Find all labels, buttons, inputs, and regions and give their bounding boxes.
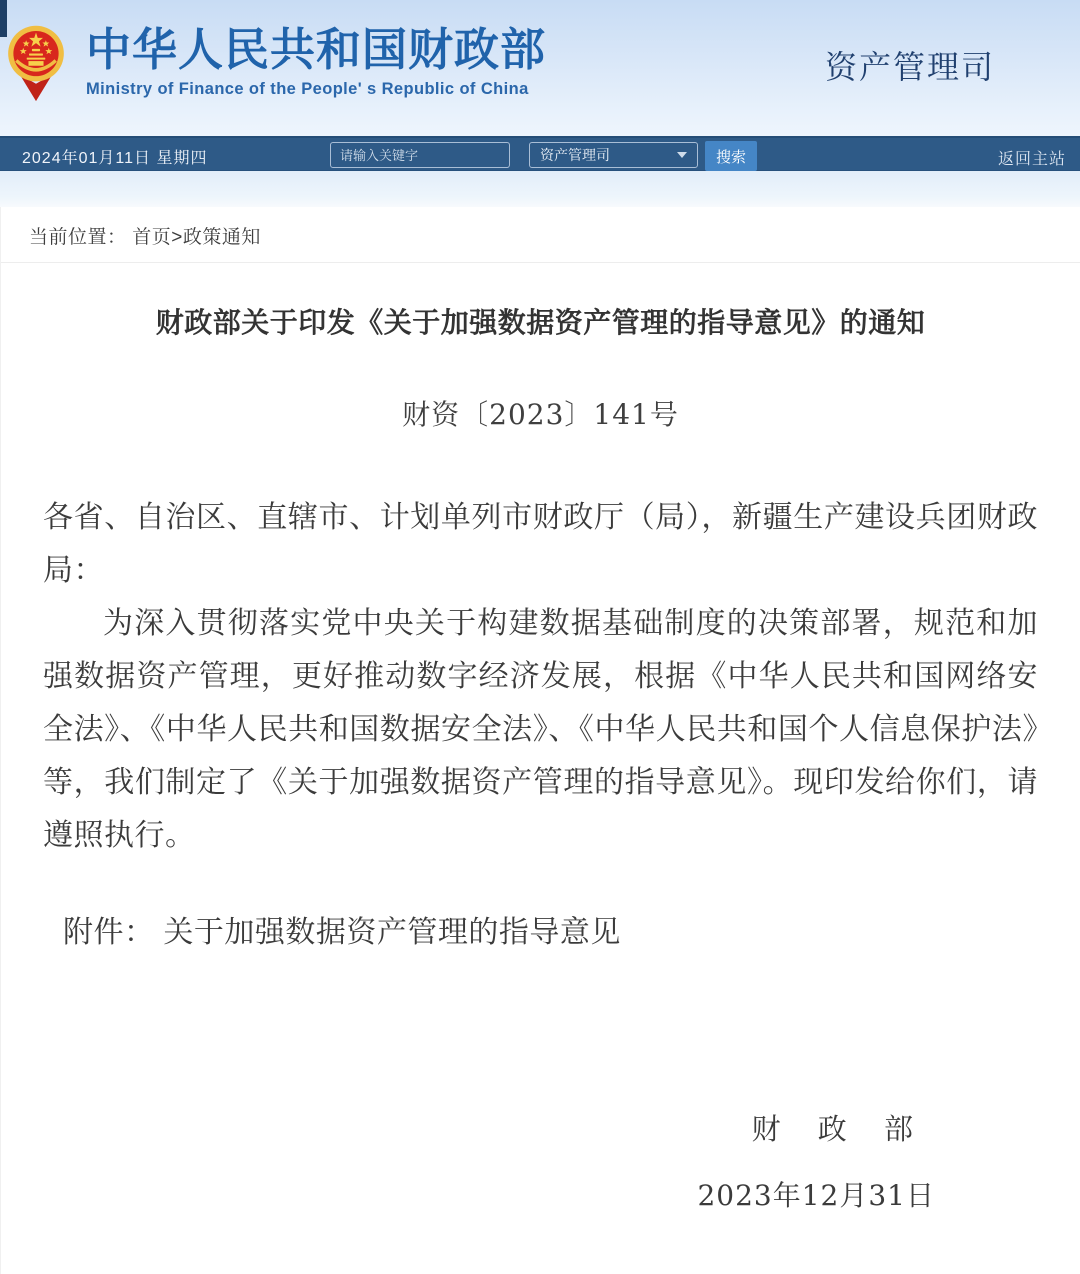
document-title: 财政部关于印发《关于加强数据资产管理的指导意见》的通知 <box>155 307 926 338</box>
site-title-en: Ministry of Finance of the People' s Republic of China <box>86 80 529 98</box>
breadcrumb <box>1 207 1080 263</box>
left-edge-strip <box>0 0 7 37</box>
content-area <box>0 207 1080 1274</box>
scope-select-value: 资产管理司 <box>540 147 610 163</box>
chevron-down-icon <box>677 152 687 158</box>
navbar <box>0 136 1080 171</box>
signer-name: 财 政 部 <box>751 1112 927 1146</box>
notice-document <box>1 301 1080 1214</box>
search-input[interactable] <box>330 142 510 168</box>
department-title: 资产管理司 <box>824 49 995 85</box>
salutation-paragraph: 各省、自治区、直辖市、计划单列市财政厅（局），新疆生产建设兵团财政局： <box>43 501 1038 587</box>
signature-block <box>43 1107 1038 1214</box>
scope-select-dropdown[interactable] <box>529 142 698 168</box>
search-button[interactable]: 搜索 <box>705 141 757 171</box>
site-header <box>0 0 1080 136</box>
org-title-block <box>86 24 546 99</box>
china-national-emblem-icon <box>7 22 65 106</box>
breadcrumb-path-link[interactable]: 首页>政策通知 <box>132 227 261 248</box>
attachment-line: 附件： 关于加强数据资产管理的指导意见 <box>63 916 621 949</box>
body-paragraph: 为深入贯彻落实党中央关于构建数据基础制度的决策部署，规范和加强数据资产管理，更好推动数字经济发展，根据《中华人民共和国网络安全法》、《中华人民共和国数据安全法》、《中华人民共和国个人信息保护法》等，我们制定了《关于加强数据资产管理的指导意见》。现印发给你们，请遵照执行。 <box>43 607 1038 852</box>
header-sky-strip <box>0 171 1080 207</box>
return-home-link[interactable]: 返回主站 <box>997 151 1066 168</box>
sign-date: 2023年12月31日 <box>697 1179 935 1212</box>
current-date: 2024年01月11日 星期四 <box>22 150 208 167</box>
breadcrumb-label: 当前位置： <box>29 227 127 248</box>
document-number: 财资〔2023〕141号 <box>402 398 679 431</box>
site-title-cn: 中华人民共和国财政部 <box>86 24 547 75</box>
